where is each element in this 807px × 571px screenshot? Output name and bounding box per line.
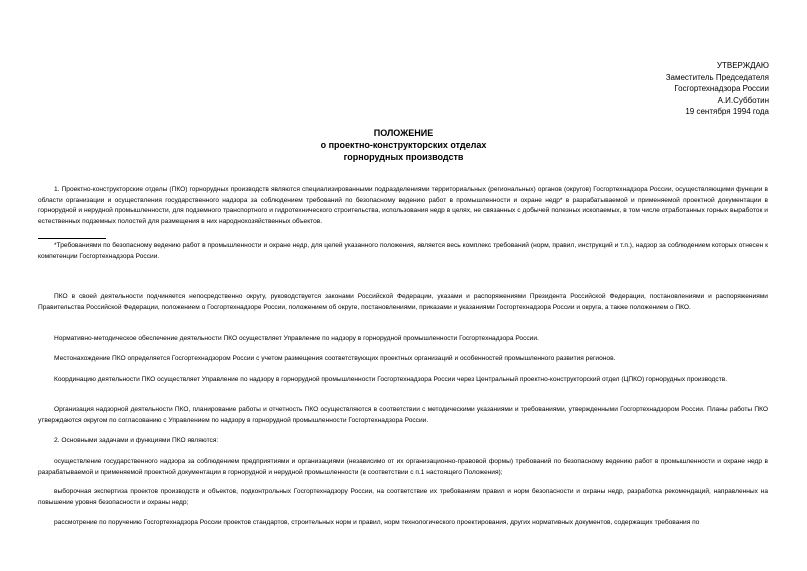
paragraph-9: выборочная экспертиза проектов производств и объектов, подконтрольных Госгортехнадзору России, на соответствие их требованиям правил и норм безопасности и охраны недр, разработка рекомендаций, направленных на повышение уровня безопасности и охраны недр; <box>38 488 768 506</box>
paragraph-7: 2. Основными задачами и функциями ПКО являются: <box>54 437 219 444</box>
title-line-3: горнорудных производств <box>343 152 464 162</box>
paragraph-5: Координацию деятельности ПКО осуществляет Управление по надзору в горнорудной промышленности Госгортехнадзора России через Центральный проектно-конструкторский отдел (ЦПКО) горнорудных производств. <box>54 376 728 383</box>
document-title <box>0 127 807 163</box>
approval-heading: УТВЕРЖДАЮ <box>716 61 769 70</box>
paragraph-3: Нормативно-методическое обеспечение деятельности ПКО осуществляет Управление по надзору в горнорудной промышленности Госгортехнадзора России. <box>54 335 539 342</box>
paragraph-1: 1. Проектно-конструкторские отделы (ПКО) горнорудных производств являются специализированными подразделениями территориальных (региональных) органов (округов) Госгортехнадзора России, осуществляющими функции в области организации и осуществления государственного надзора за соблюдением требований по безопасному ведению работ в промышленности и охране недр* в разрабатываемой и применяемой проектной документации в горнорудной и нерудной промышленности, для подземного транспортного и гидротехнического строительства, использования недр в целях, не связанных с добычей полезных ископаемых, в том числе отработанных горных выработок и естественных подземных полостей для размещения в них народнохозяйственных объектов. <box>38 186 768 225</box>
approver-organization: Госгортехнадзора России <box>674 84 769 93</box>
title-line-1: ПОЛОЖЕНИЕ <box>373 128 434 138</box>
paragraph-6: Организация надзорной деятельности ПКО, планирование работы и отчетность ПКО осуществляются в соответствии с методическими указаниями и требованиями, утвержденными Госгортехнадзором России. Планы работы ПКО утверждаются округом по согласованию с Управлением по надзору в горнорудной промышленности Госгортехнадзора России. <box>38 406 768 424</box>
approval-date: 19 сентября 1994 года <box>685 107 769 116</box>
paragraph-10: рассмотрение по поручению Госгортехнадзора России проектов стандартов, строительных норм и правил, норм технологического проектирования, других нормативных документов, содержащих требования по <box>54 519 700 526</box>
paragraph-2: ПКО в своей деятельности подчиняется непосредственно округу, руководствуется законами Российской Федерации, указами и распоряжениями Президента Российской Федерации, постановлениями и распоряжениями Правительства Российской Федерации, положением о Госгортехнадзоре России, положением об округе, постановлениями, приказами и указаниями Госгортехнадзора России и округа, а также положением о ПКО. <box>38 293 768 311</box>
paragraph-4: Местонахождение ПКО определяется Госгортехнадзором России с учетом размещения соответствующих проектных организаций и особенностей промышленного развития регионов. <box>54 355 616 362</box>
approver-position: Заместитель Председателя <box>665 72 769 82</box>
footnote-divider <box>38 238 106 239</box>
approver-name: А.И.Субботин <box>717 95 769 105</box>
footnote: *Требованиями по безопасному ведению работ в промышленности и охране недр, для целей указанного положения, является весь комплекс требований (норм, правил, инструкций и т.п.), надзор за соблюдением которых отнесен к компетенции Госгортехнадзора России. <box>38 242 768 260</box>
title-line-2: о проектно-конструкторских отделах <box>320 140 487 150</box>
approval-stamp <box>666 60 769 118</box>
paragraph-8: осуществление государственного надзора за соблюдением предприятиями и организациями (независимо от их организационно-правовой формы) требований по безопасному ведению работ в промышленности и охране недр в разрабатываемой и применяемой проектной документации в горнорудной и нерудной промышленности (в соответствии с п.1 настоящего Положения); <box>38 458 768 476</box>
